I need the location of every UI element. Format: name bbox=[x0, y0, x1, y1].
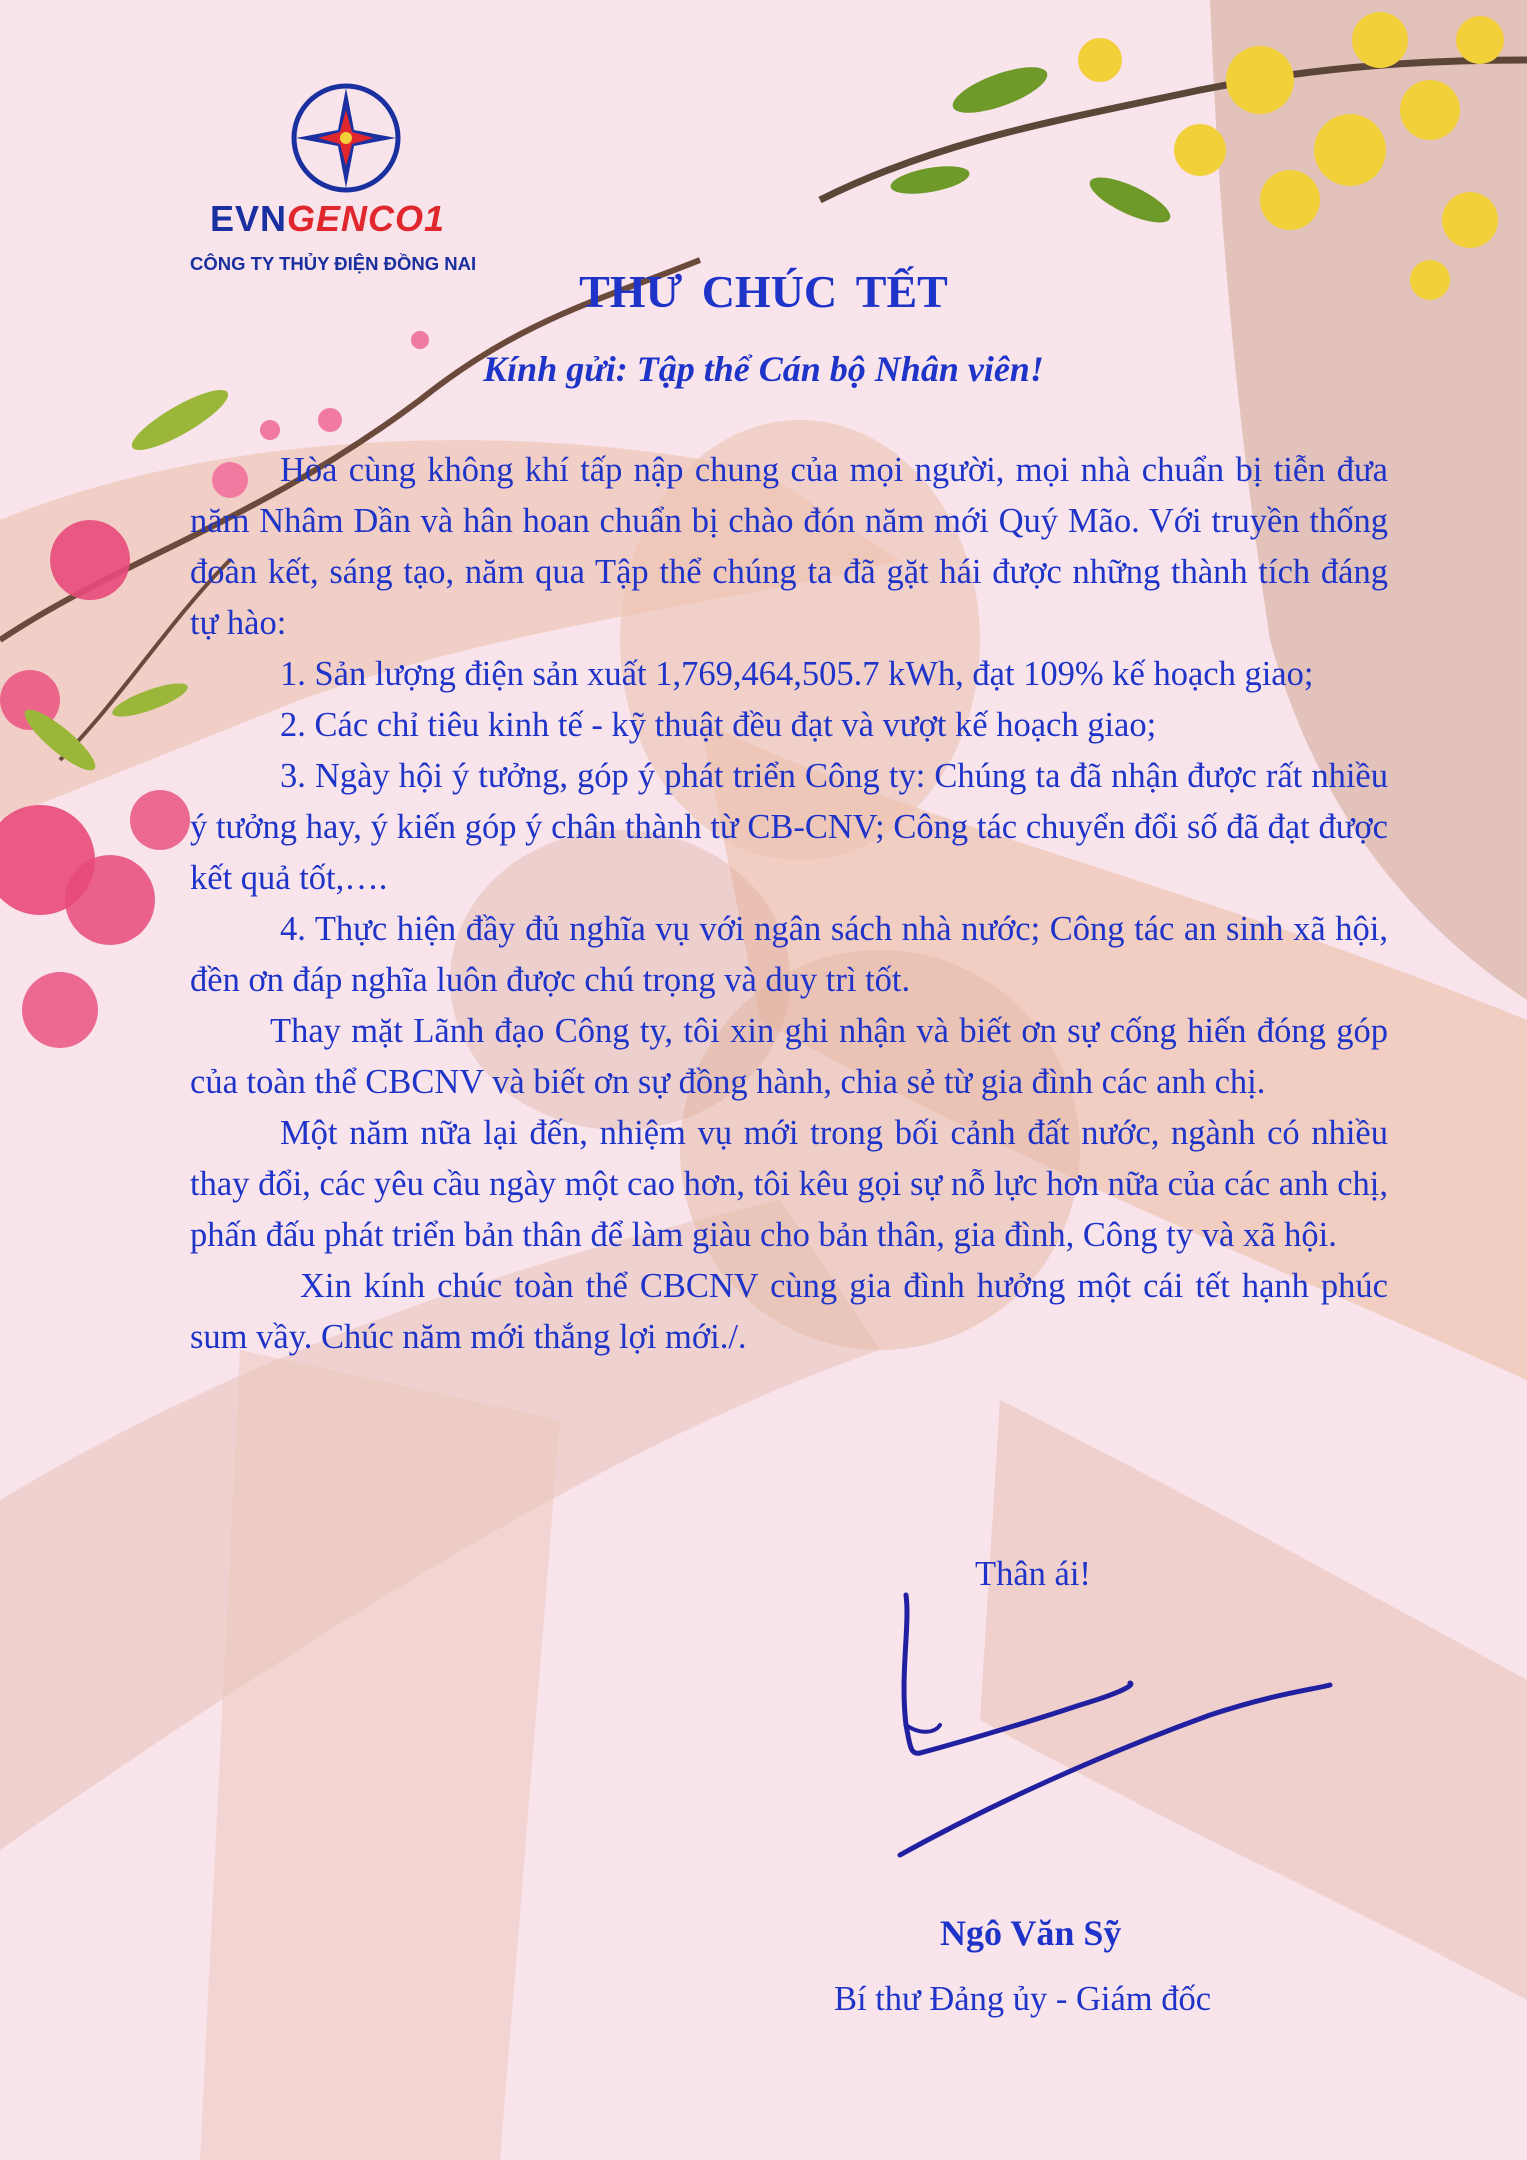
paragraph-intro: Hòa cùng không khí tấp nập chung của mọi người, mọi nhà chuẩn bị tiễn đưa năm Nhâm Dần và hân hoan chuẩn bị chào đón năm mới Quý Mão. Với truyền thống đoàn kết, sáng tạo, năm qua Tập thể chúng ta đã gặt hái được những thành tích đáng tự hào: bbox=[190, 451, 1388, 642]
paragraph-wishes: Xin kính chúc toàn thể CBCNV cùng gia đình hưởng một cái tết hạnh phúc sum vầy. Chúc năm mới thắng lợi mới./. bbox=[190, 1267, 1388, 1356]
paragraph-call: Một năm nữa lại đến, nhiệm vụ mới trong bối cảnh đất nước, ngành có nhiều thay đổi, các yêu cầu ngày một cao hơn, tôi kêu gọi sự nỗ lực hơn nữa của các anh chị, phấn đấu phát triển bản thân để làm giàu cho bản thân, gia đình, Công ty và xã hội. bbox=[190, 1114, 1388, 1254]
handwritten-signature bbox=[880, 1585, 1340, 1885]
closing: Thân ái! bbox=[975, 1555, 1091, 1593]
hand-arm-shape bbox=[200, 1350, 560, 2160]
letter-greeting: Kính gửi: Tập thể Cán bộ Nhân viên! bbox=[483, 349, 1044, 389]
achievement-item: 2. Các chỉ tiêu kinh tế - kỹ thuật đều đạt và vượt kế hoạch giao; bbox=[280, 706, 1157, 744]
letter-title: THƯ CHÚC TẾT bbox=[579, 266, 948, 317]
signer-name: Ngô Văn Sỹ bbox=[940, 1913, 1122, 1953]
letter-body bbox=[190, 445, 1388, 1363]
evn-star-icon bbox=[288, 80, 404, 196]
brand-name-genco: GENCO1 bbox=[287, 198, 446, 239]
achievement-item: 4. Thực hiện đầy đủ nghĩa vụ với ngân sách nhà nước; Công tác an sinh xã hội, đền ơn đáp nghĩa luôn được chú trọng và duy trì tốt. bbox=[190, 910, 1388, 999]
achievement-item: 1. Sản lượng điện sản xuất 1,769,464,505.7 kWh, đạt 109% kế hoạch giao; bbox=[280, 655, 1314, 693]
signer-title: Bí thư Đảng ủy - Giám đốc bbox=[834, 1980, 1212, 2018]
brand-name-evn: EVN bbox=[210, 198, 288, 239]
paragraph-thanks: Thay mặt Lãnh đạo Công ty, tôi xin ghi nhận và biết ơn sự cống hiến đóng góp của toàn thể CBCNV và biết ơn sự đồng hành, chia sẻ từ gia đình các anh chị. bbox=[190, 1012, 1388, 1101]
achievement-item: 3. Ngày hội ý tưởng, góp ý phát triển Công ty: Chúng ta đã nhận được rất nhiều ý tưởng hay, ý kiến góp ý chân thành từ CB-CNV; Công tác chuyển đổi số đã đạt được kết quả tốt,…. bbox=[190, 757, 1388, 897]
brand-name bbox=[210, 198, 445, 240]
company-name: CÔNG TY THỦY ĐIỆN ĐỒNG NAI bbox=[190, 253, 477, 274]
